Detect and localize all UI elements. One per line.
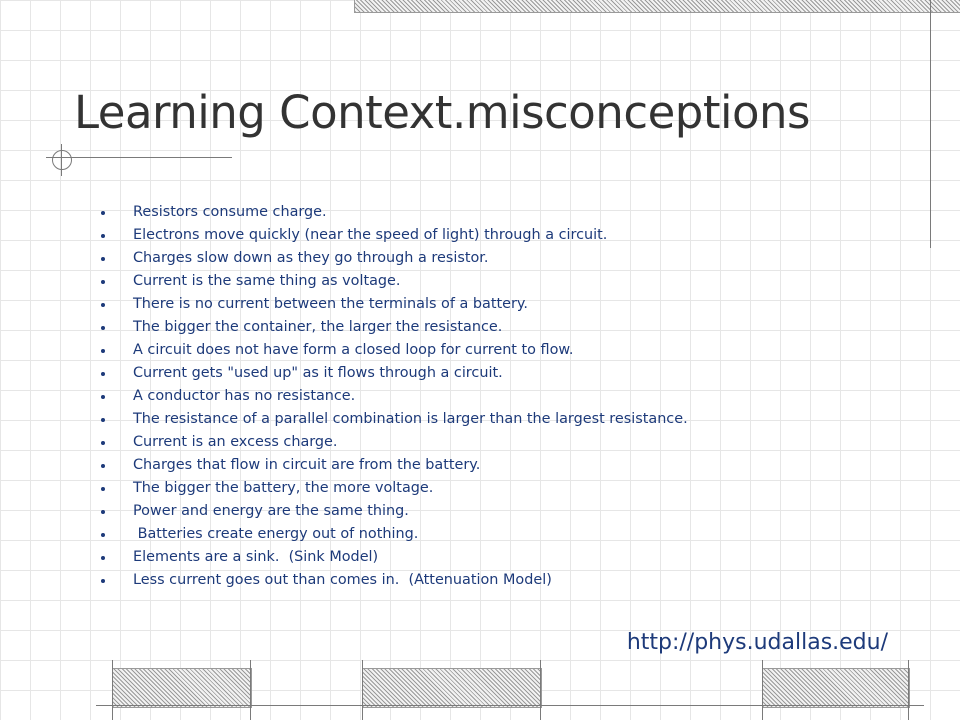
list-item-text: The resistance of a parallel combination is larger than the largest resistance. [133, 411, 688, 427]
bullet-dot-icon [101, 533, 105, 537]
bottom-hatch-block-3 [762, 668, 910, 708]
bottom-tick-1 [112, 660, 113, 720]
bottom-tick-5 [762, 660, 763, 720]
bottom-horizontal-rule [96, 705, 924, 706]
list-item [98, 316, 938, 339]
list-item [98, 339, 938, 362]
bullet-dot-icon [101, 372, 105, 376]
list-item [98, 293, 938, 316]
slide-title: Learning Context.misconceptions [74, 86, 810, 139]
bottom-tick-4 [540, 660, 541, 720]
list-item-text: Current is an excess charge. [133, 434, 338, 450]
list-item-text: Electrons move quickly (near the speed of light) through a circuit. [133, 227, 608, 243]
list-item [98, 408, 938, 431]
list-item-text: Resistors consume charge. [133, 204, 327, 220]
list-item-text: There is no current between the terminals of a battery. [133, 296, 528, 312]
list-item-text: Charges that flow in circuit are from the battery. [133, 457, 481, 473]
bullet-dot-icon [101, 579, 105, 583]
list-item [98, 546, 938, 569]
list-item-text: Power and energy are the same thing. [133, 503, 409, 519]
bullet-dot-icon [101, 510, 105, 514]
list-item-text: Less current goes out than comes in. (Attenuation Model) [133, 572, 552, 588]
list-item-text: Current is the same thing as voltage. [133, 273, 401, 289]
title-underline-rule [46, 157, 232, 158]
misconception-list [98, 201, 938, 592]
list-item-text: The bigger the battery, the more voltage. [133, 480, 434, 496]
list-item-text: A conductor has no resistance. [133, 388, 356, 404]
list-item [98, 385, 938, 408]
bullet-dot-icon [101, 418, 105, 422]
corner-circle-ornament [52, 150, 72, 170]
list-item [98, 431, 938, 454]
source-url: http://phys.udallas.edu/ [626, 630, 888, 655]
bullet-dot-icon [101, 395, 105, 399]
list-item-text: Batteries create energy out of nothing. [133, 526, 419, 542]
list-item [98, 569, 938, 592]
list-item [98, 500, 938, 523]
list-item [98, 523, 938, 546]
list-item [98, 224, 938, 247]
bullet-dot-icon [101, 556, 105, 560]
bullet-dot-icon [101, 464, 105, 468]
list-item [98, 201, 938, 224]
left-ornament-vertical [61, 144, 62, 176]
bullet-dot-icon [101, 280, 105, 284]
bullet-dot-icon [101, 349, 105, 353]
list-item [98, 247, 938, 270]
bottom-tick-2 [250, 660, 251, 720]
top-right-hatch-bar [354, 0, 960, 13]
list-item [98, 362, 938, 385]
list-item [98, 454, 938, 477]
bottom-hatch-block-1 [112, 668, 252, 708]
list-item-text: Charges slow down as they go through a resistor. [133, 250, 489, 266]
bullet-dot-icon [101, 303, 105, 307]
bullet-dot-icon [101, 441, 105, 445]
list-item-text: The bigger the container, the larger the resistance. [133, 319, 503, 335]
bullet-dot-icon [101, 326, 105, 330]
list-item [98, 270, 938, 293]
bottom-tick-3 [362, 660, 363, 720]
list-item [98, 477, 938, 500]
bullet-dot-icon [101, 234, 105, 238]
bottom-hatch-block-2 [362, 668, 542, 708]
bottom-tick-6 [908, 660, 909, 720]
bullet-dot-icon [101, 257, 105, 261]
bullet-dot-icon [101, 487, 105, 491]
list-item-text: A circuit does not have form a closed loop for current to flow. [133, 342, 574, 358]
bullet-dot-icon [101, 211, 105, 215]
list-item-text: Elements are a sink. (Sink Model) [133, 549, 379, 565]
list-item-text: Current gets "used up" as it flows through a circuit. [133, 365, 503, 381]
